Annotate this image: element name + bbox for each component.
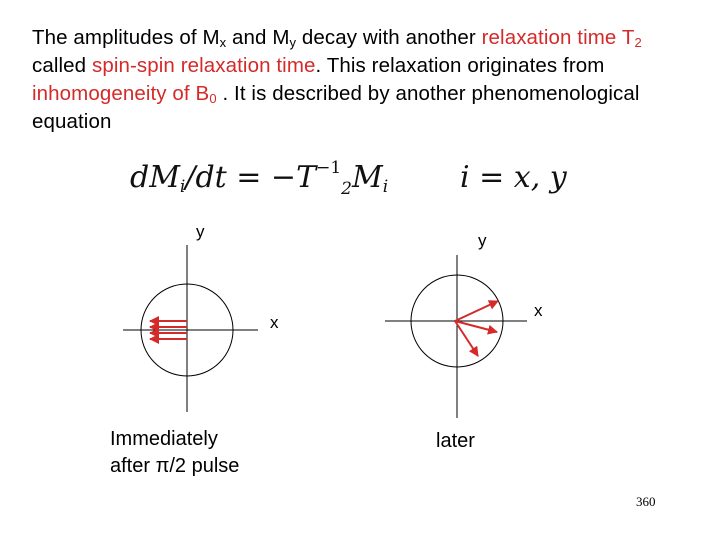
subscript: 2: [634, 35, 642, 50]
highlight-inhomogeneity: inhomogeneity of B: [32, 82, 210, 105]
eq-term: dM: [130, 160, 180, 195]
highlight-relaxation-time: relaxation time T: [481, 26, 635, 49]
text-segment: called: [32, 54, 92, 77]
text-segment: . It is described by another phenomenological equation: [32, 82, 640, 133]
eq-subscript: 2: [341, 179, 352, 199]
eq-subscript: i: [382, 177, 389, 197]
equation-index: i = x, y: [460, 160, 567, 195]
eq-superscript: −1: [316, 158, 342, 178]
subscript: y: [289, 35, 297, 50]
caption-line: Immediately: [110, 428, 218, 450]
subscript: x: [219, 35, 227, 50]
left-caption: [110, 426, 239, 480]
right-y-label: y: [478, 231, 487, 250]
caption-line: after π/2 pulse: [110, 455, 240, 477]
text-segment: The amplitudes of M: [32, 26, 220, 49]
left-x-label: x: [270, 313, 279, 332]
text-segment: . This relaxation originates from: [315, 54, 605, 77]
eq-term: M: [351, 160, 383, 195]
right-diagram: [385, 255, 527, 418]
right-x-label: x: [534, 301, 543, 320]
text-segment: and M: [226, 26, 290, 49]
left-diagram: [123, 245, 258, 412]
left-y-label: y: [196, 222, 205, 241]
text-segment: decay with another: [296, 26, 482, 49]
eq-subscript: i: [179, 177, 186, 197]
highlight-spin-spin: spin-spin relaxation time: [91, 54, 316, 77]
right-vector-1: [455, 301, 498, 321]
eq-term: /dt = −T: [185, 160, 317, 195]
subscript: 0: [209, 91, 217, 106]
page-number: 360: [636, 494, 656, 509]
right-caption: later: [436, 430, 475, 452]
